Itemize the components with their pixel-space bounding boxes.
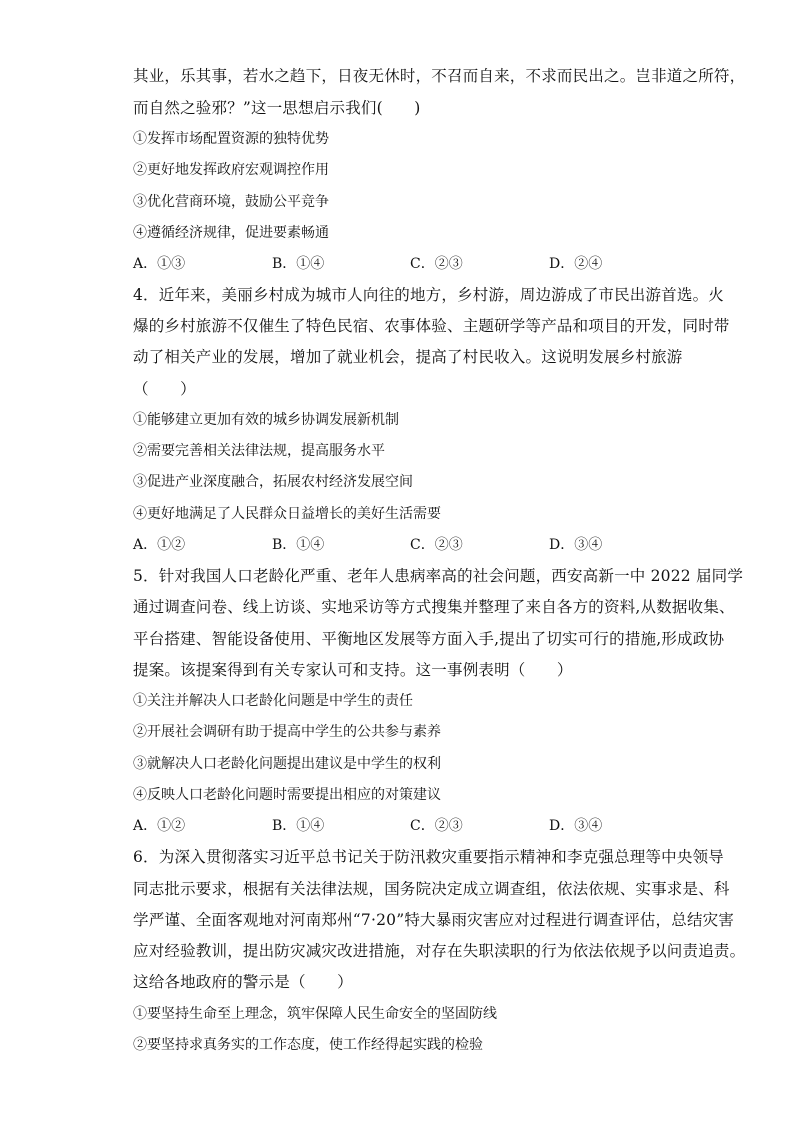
- q5-stem-line: 5．针对我国人口老龄化严重、老年人患病率高的社会问题，西安高新一中 2022 届同学: [133, 567, 744, 585]
- q5-stem-line: 通过调查问卷、线上访谈、实地采访等方式搜集并整理了来自各方的资料,从数据收集、: [133, 598, 735, 616]
- q5-option: ③就解决人口老龄化问题提出建议是中学生的权利: [133, 756, 441, 772]
- q5-stem-line: 提案。该提案得到有关专家认可和支持。这一事例表明（ ）: [133, 661, 573, 679]
- choice-d: D．③④: [549, 818, 603, 834]
- q6-stem-line: 学严谨、全面客观地对河南郑州“7·20”特大暴雨灾害应对过程进行调查评估，总结灾害: [133, 911, 735, 929]
- q6-stem-line: 6．为深入贯彻落实习近平总书记关于防汛救灾重要指示精神和李克强总理等中央领导: [133, 848, 724, 866]
- q4-option: ④更好地满足了人民群众日益增长的美好生活需要: [133, 506, 441, 522]
- q4-stem-line: 4．近年来，美丽乡村成为城市人向往的地方，乡村游，周边游成了市民出游首选。火: [133, 286, 724, 304]
- q4-stem-line: 爆的乡村旅游不仅催生了特色民宿、农事体验、主题研学等产品和项目的开发，同时带: [133, 317, 730, 335]
- q5-option: ②开展社会调研有助于提高中学生的公共参与素养: [133, 724, 441, 740]
- q3-stem-line: 而自然之验邪？”这一思想启示我们( ): [133, 99, 421, 117]
- q4-option: ①能够建立更加有效的城乡协调发展新机制: [133, 412, 399, 428]
- q3-option: ③优化营商环境，鼓励公平竞争: [133, 194, 329, 210]
- q4-stem-line: 动了相关产业的发展，增加了就业机会，提高了村民收入。这说明发展乡村旅游: [133, 348, 683, 366]
- q3-option: ④遵循经济规律，促进要素畅通: [133, 225, 329, 241]
- q3-option: ①发挥市场配置资源的独特优势: [133, 131, 329, 147]
- q6-stem-line: 这给各地政府的警示是（ ）: [133, 973, 353, 991]
- choice-b: B．①④: [272, 256, 325, 272]
- q5-option: ④反映人口老龄化问题时需要提出相应的对策建议: [133, 787, 441, 803]
- q6-option: ①要坚持生命至上理念，筑牢保障人民生命安全的坚固防线: [133, 1006, 497, 1022]
- choice-a: A．①③: [133, 256, 186, 272]
- q4-stem-line: （ ）: [133, 380, 196, 398]
- q3-stem-line: 其业，乐其事，若水之趋下，日夜无休时，不召而自来，不求而民出之。岂非道之所符，: [133, 67, 746, 85]
- choice-a: A．①②: [133, 537, 186, 553]
- choice-c: C．②③: [410, 537, 463, 553]
- choice-d: D．②④: [549, 256, 603, 272]
- choice-b: B．①④: [272, 537, 325, 553]
- q4-option: ③促进产业深度融合，拓展农村经济发展空间: [133, 474, 413, 490]
- choice-c: C．②③: [410, 818, 463, 834]
- choice-b: B．①④: [272, 818, 325, 834]
- q5-option: ①关注并解决人口老龄化问题是中学生的责任: [133, 693, 413, 709]
- choice-d: D．③④: [549, 537, 603, 553]
- q6-stem-line: 同志批示要求，根据有关法律法规，国务院决定成立调查组，依法依规、实事求是、科: [133, 880, 730, 898]
- choice-c: C．②③: [410, 256, 463, 272]
- q5-stem-line: 平台搭建、智能设备使用、平衡地区发展等方面入手,提出了切实可行的措施,形成政协: [133, 630, 725, 648]
- q6-option: ②要坚持求真务实的工作态度，使工作经得起实践的检验: [133, 1037, 483, 1053]
- q3-option: ②更好地发挥政府宏观调控作用: [133, 162, 329, 178]
- choice-a: A．①②: [133, 818, 186, 834]
- q6-stem-line: 应对经验教训，提出防灾减灾改进措施，对存在失职渎职的行为依法依规予以问责追责。: [133, 942, 746, 960]
- q4-option: ②需要完善相关法律法规，提高服务水平: [133, 443, 385, 459]
